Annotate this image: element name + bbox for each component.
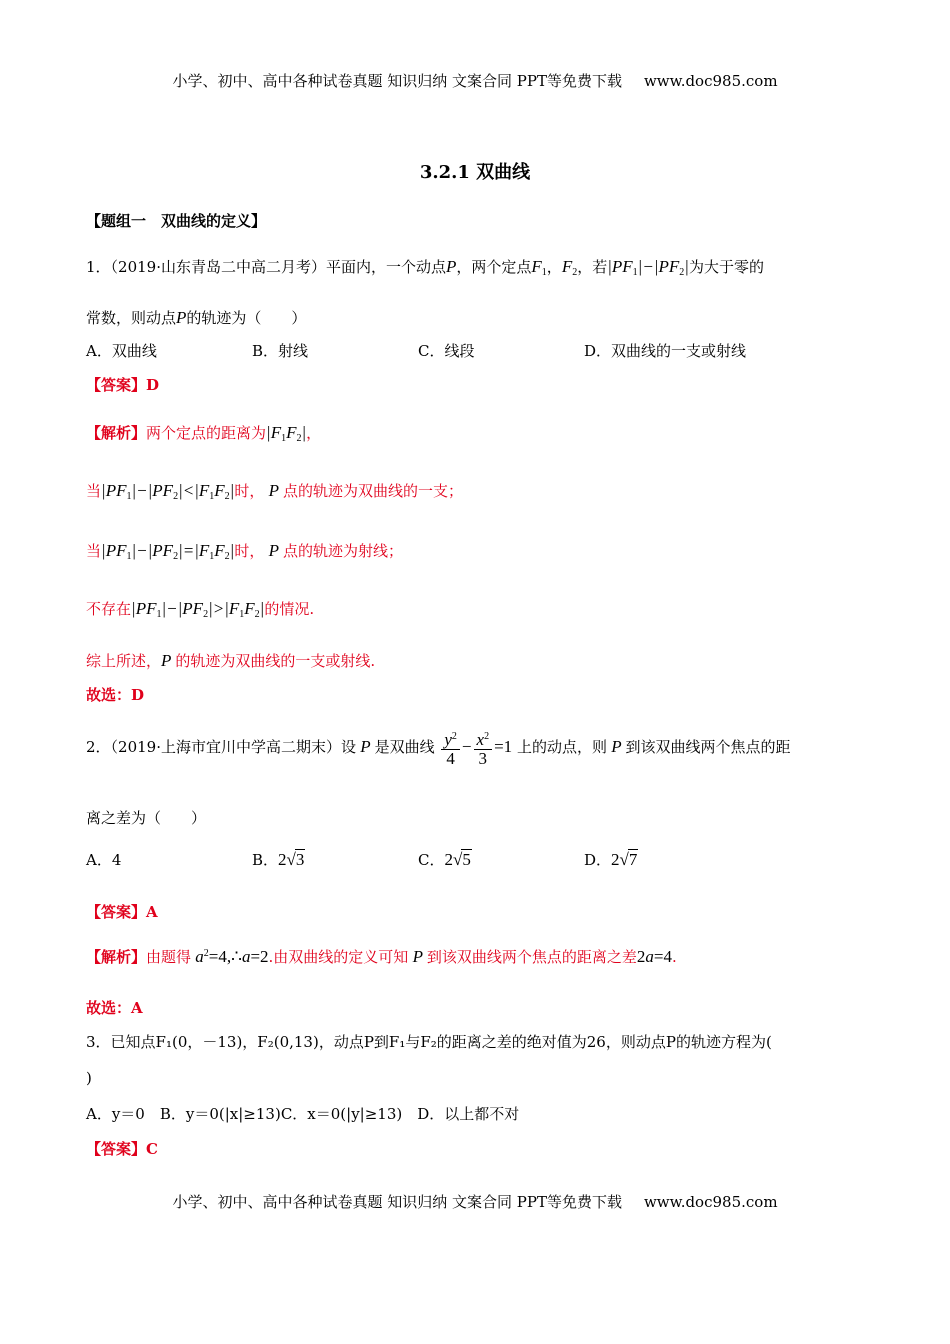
q2-choose: 故选：A [86, 999, 143, 1017]
q2-answer: 【答案】A [86, 903, 158, 921]
q1-analysis-case1: 当$|PF_1|-|PF_2|<|F_1F_2|$时， P 点的轨迹为双曲线的一支； [86, 481, 463, 502]
q1-analysis-case3: 不存在$|PF_1|-|PF_2|>|F_1F_2|$的情况. [86, 599, 315, 620]
q2-option-c: C．2√5 [418, 850, 471, 869]
fraction-x2-3: $\frac{x^2}{3}$ [474, 728, 493, 768]
q1-option-d: D．双曲线的一支或射线 [584, 342, 747, 360]
q1-stem-line1: 1．（2019·山东青岛二中高二月考）平面内，一个动点P，两个定点$F_1$，$F_2$，若$|PF_1|-|PF_2|$为大于零的 [86, 257, 764, 278]
q1-analysis-case2: 当$|PF_1|-|PF_2|=|F_1F_2|$时， P 点的轨迹为射线； [86, 541, 403, 562]
q2-stem-line1: 2．（2019·上海市宜川中学高二期末）设 P 是双曲线 $\frac{y^2}{4}$ − $\frac{x^2}{3}$ =1 上的动点，则 P 到该双曲线两个焦点的距 [86, 730, 791, 768]
q3-stem-line2: ) [86, 1069, 92, 1087]
q2-option-b: B．2√3 [252, 850, 305, 869]
q1-option-a: A．双曲线 [86, 342, 157, 360]
q2-analysis: 【解析】由题得 $a^2=4,\therefore a=2$.由双曲线的定义可知 P 到该双曲线两个焦点的距离之差2a=4. [86, 947, 677, 966]
page-header: 小学、初中、高中各种试卷真题 知识归纳 文案合同 PPT等免费下载 www.doc985.com [172, 72, 778, 90]
page-title: 3.2.1 双曲线 [419, 162, 531, 183]
q2-stem-line2: 离之差为（ ） [86, 809, 207, 827]
q3-stem-line1: 3．已知点F₁(0，－13)，F₂(0,13)，动点P到F₁与F₂的距离之差的绝对值为26，则动点P的轨迹方程为( [86, 1033, 772, 1051]
q1-stem-line2: 常数，则动点P的轨迹为（ ） [86, 308, 307, 327]
q3-options: A．y＝0 B．y＝0(|x|≥13)C．x＝0(|y|≥13) D．以上都不对 [86, 1105, 520, 1123]
q1-option-c: C．线段 [418, 342, 475, 360]
q3-answer: 【答案】C [86, 1140, 158, 1158]
q1-summary: 综上所述，P 的轨迹为双曲线的一支或射线. [86, 651, 376, 670]
section-heading: 【题组一 双曲线的定义】 [86, 212, 267, 230]
q1-analysis-line1: 【解析】两个定点的距离为$|F_1F_2|$， [86, 423, 322, 444]
q2-option-d: D．2√7 [584, 850, 638, 869]
fraction-y2-4: $\frac{y^2}{4}$ [441, 728, 460, 768]
page-footer: 小学、初中、高中各种试卷真题 知识归纳 文案合同 PPT等免费下载 www.doc985.com [172, 1193, 778, 1211]
q1-choose: 故选：D [86, 686, 145, 704]
q1-option-b: B．射线 [252, 342, 309, 360]
q1-answer: 【答案】D [86, 376, 160, 394]
q2-option-a: A．4 [86, 851, 122, 869]
